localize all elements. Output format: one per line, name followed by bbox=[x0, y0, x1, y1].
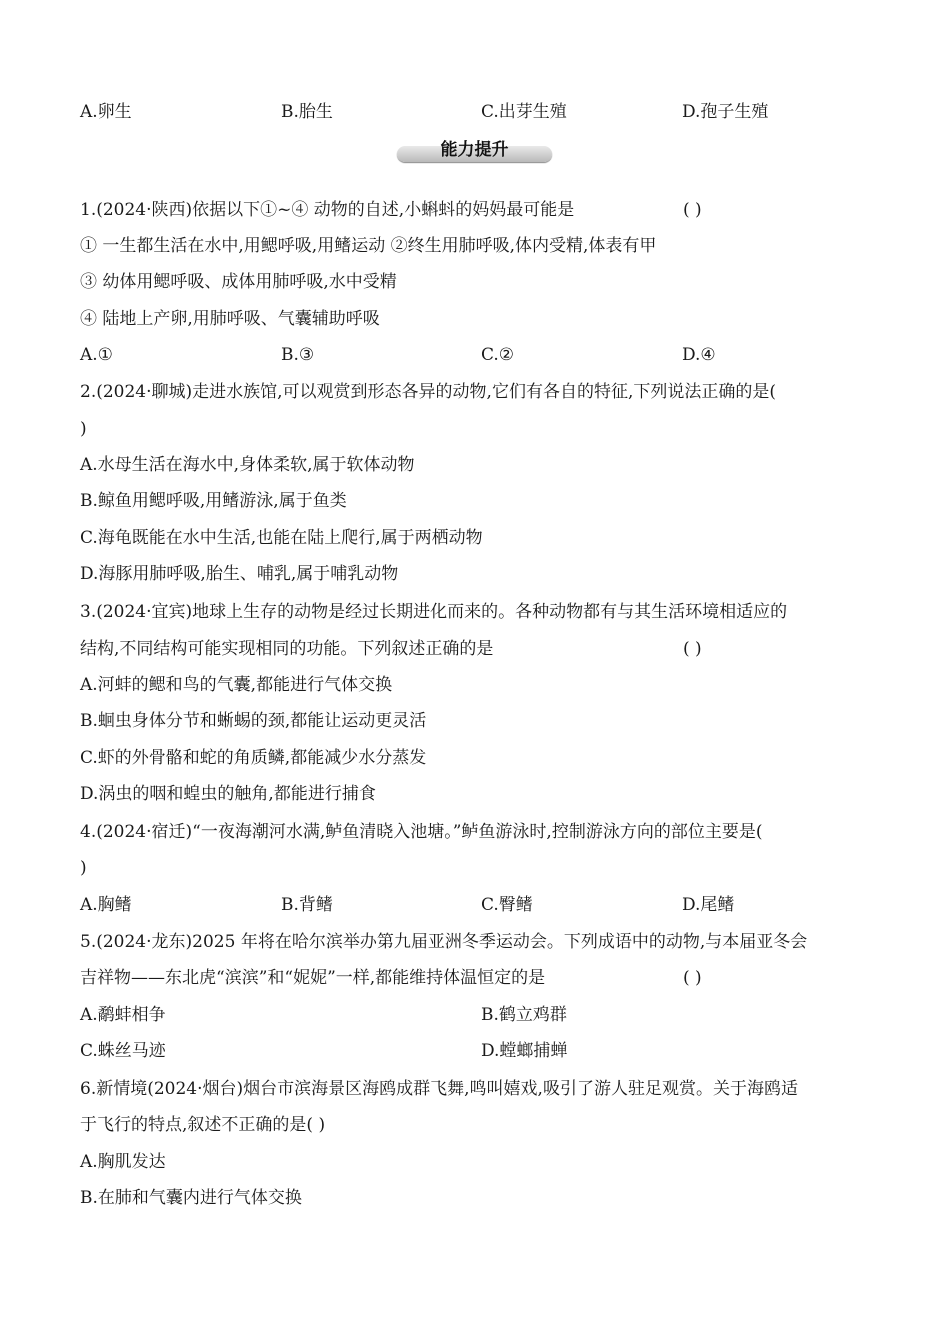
q4-stem-line2: ) bbox=[80, 858, 87, 878]
q4-stem-line1: 4.(2024·宿迁)“一夜海潮河水满,鲈鱼清晓入池塘。”鲈鱼游泳时,控制游泳方向的部位主要是( bbox=[80, 822, 763, 842]
q4-option-c: C.臀鳍 bbox=[481, 895, 533, 915]
q6-option-a: A.胸肌发达 bbox=[80, 1152, 166, 1172]
q3-option-b: B.蛔虫身体分节和蜥蜴的颈,都能让运动更灵活 bbox=[80, 711, 427, 731]
option-d: D.孢子生殖 bbox=[682, 102, 769, 122]
q6-stem-line2: 于飞行的特点,叙述不正确的是( ) bbox=[80, 1115, 326, 1135]
q5-option-b: B.鹤立鸡群 bbox=[481, 1005, 567, 1025]
section-title: 能力提升 bbox=[440, 140, 509, 160]
q4-option-d: D.尾鳍 bbox=[682, 895, 735, 915]
q4-option-a: A.胸鳍 bbox=[80, 895, 132, 915]
q1-option-c: C.② bbox=[481, 345, 515, 365]
q2-option-b: B.鲸鱼用鳃呼吸,用鳍游泳,属于鱼类 bbox=[80, 491, 347, 511]
q3-option-c: C.虾的外骨骼和蛇的角质鳞,都能减少水分蒸发 bbox=[80, 748, 427, 768]
q1-option-a: A.① bbox=[80, 345, 113, 365]
q3-option-a: A.河蚌的鳃和鸟的气囊,都能进行气体交换 bbox=[80, 675, 393, 695]
q5-stem-line1: 5.(2024·龙东)2025 年将在哈尔滨举办第九届亚洲冬季运动会。下列成语中的动物,与本届亚冬会 bbox=[80, 932, 808, 952]
q1-stem: 1.(2024·陕西)依据以下①~④ 动物的自述,小蝌蚪的妈妈最可能是 bbox=[80, 200, 575, 220]
section-banner bbox=[397, 140, 552, 164]
q1-answer-bracket: ( ) bbox=[683, 200, 702, 220]
q2-option-c: C.海龟既能在水中生活,也能在陆上爬行,属于两栖动物 bbox=[80, 528, 483, 548]
q2-stem-line1: 2.(2024·聊城)走进水族馆,可以观赏到形态各异的动物,它们有各自的特征,下列说法正确的是( bbox=[80, 382, 776, 402]
option-b: B.胎生 bbox=[281, 102, 333, 122]
q5-option-d: D.螳螂捕蝉 bbox=[481, 1041, 568, 1061]
q3-option-d: D.涡虫的咽和蝗虫的触角,都能进行捕食 bbox=[80, 784, 376, 804]
q5-option-a: A.鹬蚌相争 bbox=[80, 1005, 166, 1025]
q1-option-b: B.③ bbox=[281, 345, 315, 365]
q6-stem-line1: 6.新情境(2024·烟台)烟台市滨海景区海鸥成群飞舞,鸣叫嬉戏,吸引了游人驻足观赏。关于海鸥适 bbox=[80, 1079, 798, 1099]
q3-stem-line2: 结构,不同结构可能实现相同的功能。下列叙述正确的是 bbox=[80, 639, 494, 659]
q4-option-b: B.背鳍 bbox=[281, 895, 333, 915]
q3-stem-line1: 3.(2024·宜宾)地球上生存的动物是经过长期进化而来的。各种动物都有与其生活环境相适应的 bbox=[80, 602, 788, 622]
q2-stem-line2: ) bbox=[80, 419, 87, 439]
q1-option-d: D.④ bbox=[682, 345, 716, 365]
q2-option-d: D.海豚用肺呼吸,胎生、哺乳,属于哺乳动物 bbox=[80, 564, 399, 584]
q2-option-a: A.水母生活在海水中,身体柔软,属于软体动物 bbox=[80, 455, 415, 475]
q1-statement-3: ③ 幼体用鳃呼吸、成体用肺呼吸,水中受精 bbox=[80, 272, 397, 292]
q5-option-c: C.蛛丝马迹 bbox=[80, 1041, 166, 1061]
q1-statement-1: ① 一生都生活在水中,用鳃呼吸,用鳍运动 ②终生用肺呼吸,体内受精,体表有甲 bbox=[80, 236, 657, 256]
option-a: A.卵生 bbox=[80, 102, 132, 122]
q6-option-b: B.在肺和气囊内进行气体交换 bbox=[80, 1188, 302, 1208]
q3-answer-bracket: ( ) bbox=[683, 639, 702, 659]
option-c: C.出芽生殖 bbox=[481, 102, 567, 122]
q1-statement-4: ④ 陆地上产卵,用肺呼吸、气囊辅助呼吸 bbox=[80, 309, 380, 329]
q5-stem-line2: 吉祥物——东北虎“滨滨”和“妮妮”一样,都能维持体温恒定的是 bbox=[80, 968, 546, 988]
q5-answer-bracket: ( ) bbox=[683, 968, 702, 988]
